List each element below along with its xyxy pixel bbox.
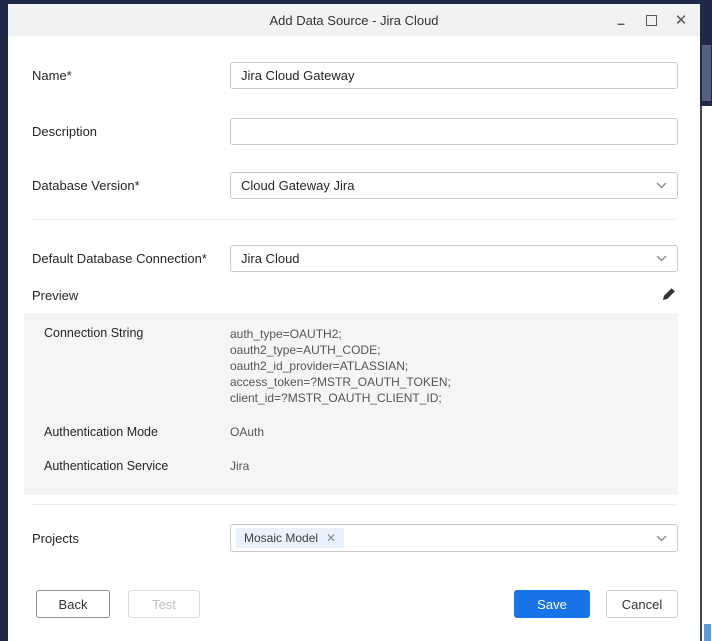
authentication-service-row — [44, 459, 662, 473]
window-controls — [610, 4, 692, 36]
edit-preview-button[interactable] — [662, 287, 676, 304]
authentication-mode-value: OAuth — [230, 425, 265, 439]
preview-header-row — [32, 286, 678, 304]
preview-label: Preview — [32, 287, 79, 303]
connection-string-line: oauth2_id_provider=ATLASSIAN; — [230, 359, 409, 373]
name-row — [32, 61, 678, 89]
close-icon: ✕ — [674, 12, 688, 29]
default-connection-value: Jira Cloud — [241, 250, 300, 266]
close-button[interactable] — [670, 8, 692, 32]
name-label: Name* — [32, 67, 72, 83]
dialog-body — [8, 36, 700, 641]
default-connection-row — [32, 244, 678, 272]
connection-string-line: oauth2_type=AUTH_CODE; — [230, 343, 381, 357]
chevron-down-icon — [656, 182, 667, 189]
authentication-mode-row — [44, 425, 662, 439]
connection-string-line: client_id=?MSTR_OAUTH_CLIENT_ID; — [230, 391, 442, 405]
section-divider — [32, 504, 678, 505]
database-version-select[interactable] — [230, 172, 678, 199]
titlebar — [8, 4, 700, 36]
pencil-icon — [662, 287, 676, 304]
projects-label: Projects — [32, 530, 79, 546]
background-window-scrollbar — [700, 0, 712, 641]
window-frame-left — [0, 0, 8, 641]
remove-tag-icon[interactable]: ✕ — [326, 531, 337, 545]
dialog-footer — [36, 590, 678, 618]
test-button[interactable]: Test — [128, 590, 200, 618]
save-button[interactable]: Save — [514, 590, 590, 618]
back-button[interactable]: Back — [36, 590, 110, 618]
chevron-down-icon — [656, 535, 667, 542]
maximize-icon — [646, 15, 657, 26]
window-title: Add Data Source - Jira Cloud — [269, 12, 439, 28]
maximize-button[interactable] — [640, 8, 662, 32]
default-connection-label: Default Database Connection* — [32, 250, 207, 266]
default-connection-select[interactable] — [230, 245, 678, 272]
project-tag — [236, 528, 344, 548]
database-version-value: Cloud Gateway Jira — [241, 177, 355, 193]
connection-string-line: access_token=?MSTR_OAUTH_TOKEN; — [230, 375, 451, 389]
description-input[interactable] — [230, 118, 678, 145]
connection-string-label: Connection String — [44, 326, 144, 340]
authentication-mode-label: Authentication Mode — [44, 425, 158, 439]
authentication-service-label: Authentication Service — [44, 459, 169, 473]
project-tag-label: Mosaic Model — [244, 531, 319, 545]
authentication-service-value: Jira — [230, 459, 250, 473]
scrollbar-thumb[interactable] — [702, 45, 711, 101]
description-label: Description — [32, 123, 98, 139]
cancel-button[interactable]: Cancel — [606, 590, 678, 618]
connection-string-line: auth_type=OAUTH2; — [230, 327, 342, 341]
background-window-edge — [700, 0, 712, 106]
minimize-button[interactable] — [610, 8, 632, 32]
description-row — [32, 117, 678, 145]
projects-multiselect[interactable] — [230, 524, 678, 552]
minimize-icon: – — [617, 15, 625, 31]
preview-panel — [24, 313, 678, 495]
name-input[interactable] — [230, 62, 678, 89]
projects-row — [32, 524, 678, 552]
connection-string-row — [44, 326, 662, 406]
database-version-label: Database Version* — [32, 177, 140, 193]
database-version-row — [32, 171, 678, 199]
chevron-down-icon — [656, 255, 667, 262]
background-window-fragment — [704, 624, 711, 641]
connection-string-value — [230, 326, 662, 406]
section-divider — [32, 219, 678, 220]
